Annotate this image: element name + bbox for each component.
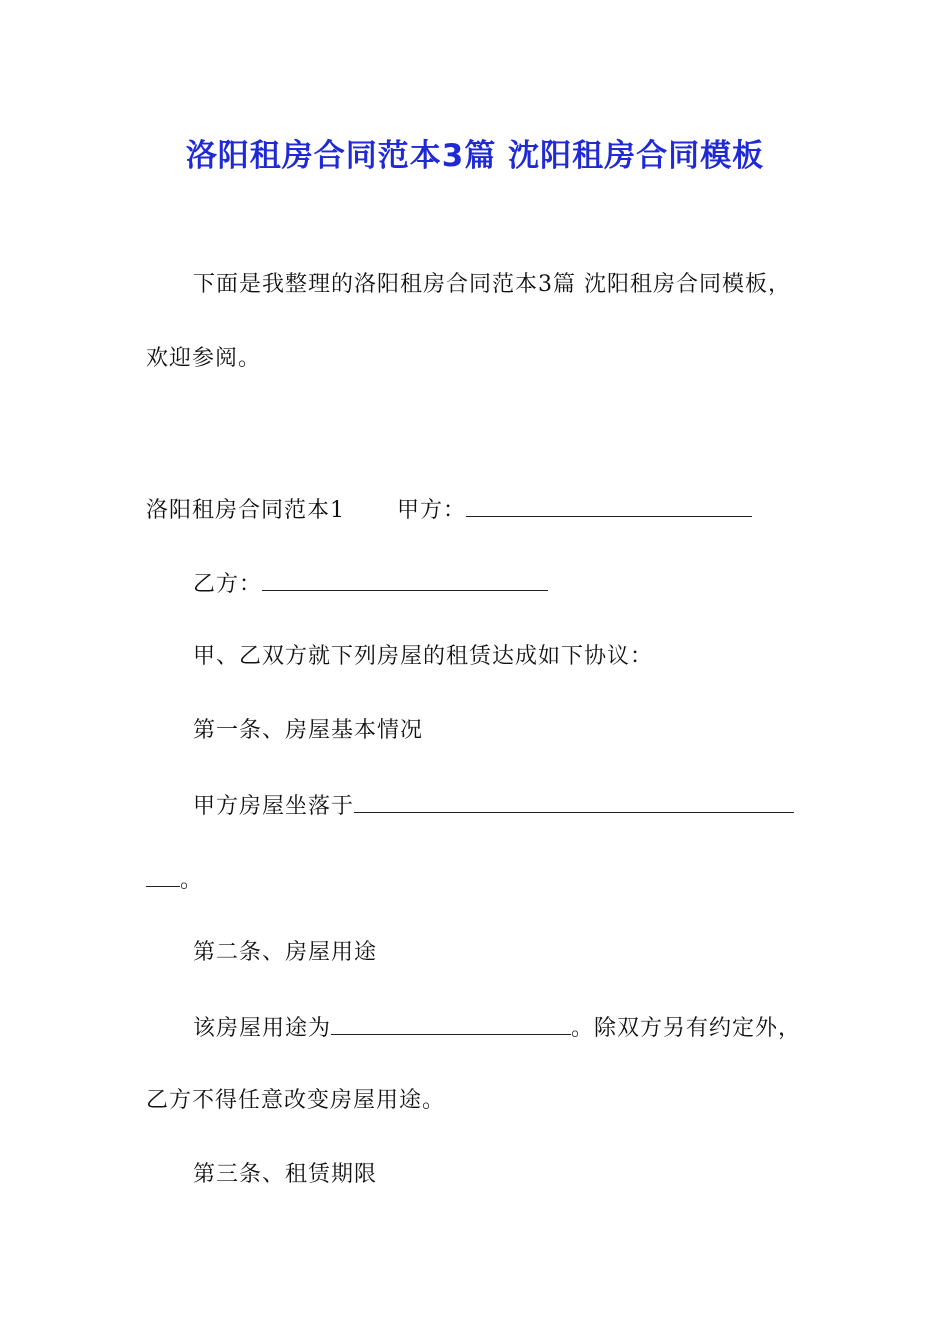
article1-text-line <box>193 790 794 822</box>
party-b-label: 乙方： <box>193 572 263 597</box>
article1-end: 。 <box>180 868 204 893</box>
intro-line-1: 下面是我整理的洛阳租房合同范本3篇 沈阳租房合同模板， <box>193 272 791 297</box>
article1-heading: 第一条、房屋基本情况 <box>193 718 424 743</box>
article2-text-b: 。除双方另有约定外， <box>571 1016 802 1041</box>
article1-continuation <box>146 864 203 896</box>
party-b-blank <box>262 568 548 591</box>
article1-blank <box>354 790 794 813</box>
party-b-line <box>193 568 548 600</box>
agreement-line: 甲、乙双方就下列房屋的租赁达成如下协议： <box>193 644 654 669</box>
section1-heading: 洛阳租房合同范本1 <box>146 498 345 523</box>
article2-text-line <box>193 1012 801 1044</box>
article1-text: 甲方房屋坐落于 <box>193 794 355 819</box>
article2-blank <box>331 1012 571 1035</box>
article2-heading: 第二条、房屋用途 <box>193 940 378 965</box>
article2-text-a: 该房屋用途为 <box>193 1016 332 1041</box>
article2-text-c: 乙方不得任意改变房屋用途。 <box>146 1088 446 1113</box>
article1-blank-continued <box>146 864 180 887</box>
intro-line-2: 欢迎参阅。 <box>146 346 262 371</box>
party-a-label: 甲方： <box>397 498 467 523</box>
section1-line <box>146 494 752 526</box>
document-title: 洛阳租房合同范本3篇 沈阳租房合同模板 <box>185 138 765 174</box>
article3-heading: 第三条、租赁期限 <box>193 1162 378 1187</box>
party-a-blank <box>466 494 752 517</box>
